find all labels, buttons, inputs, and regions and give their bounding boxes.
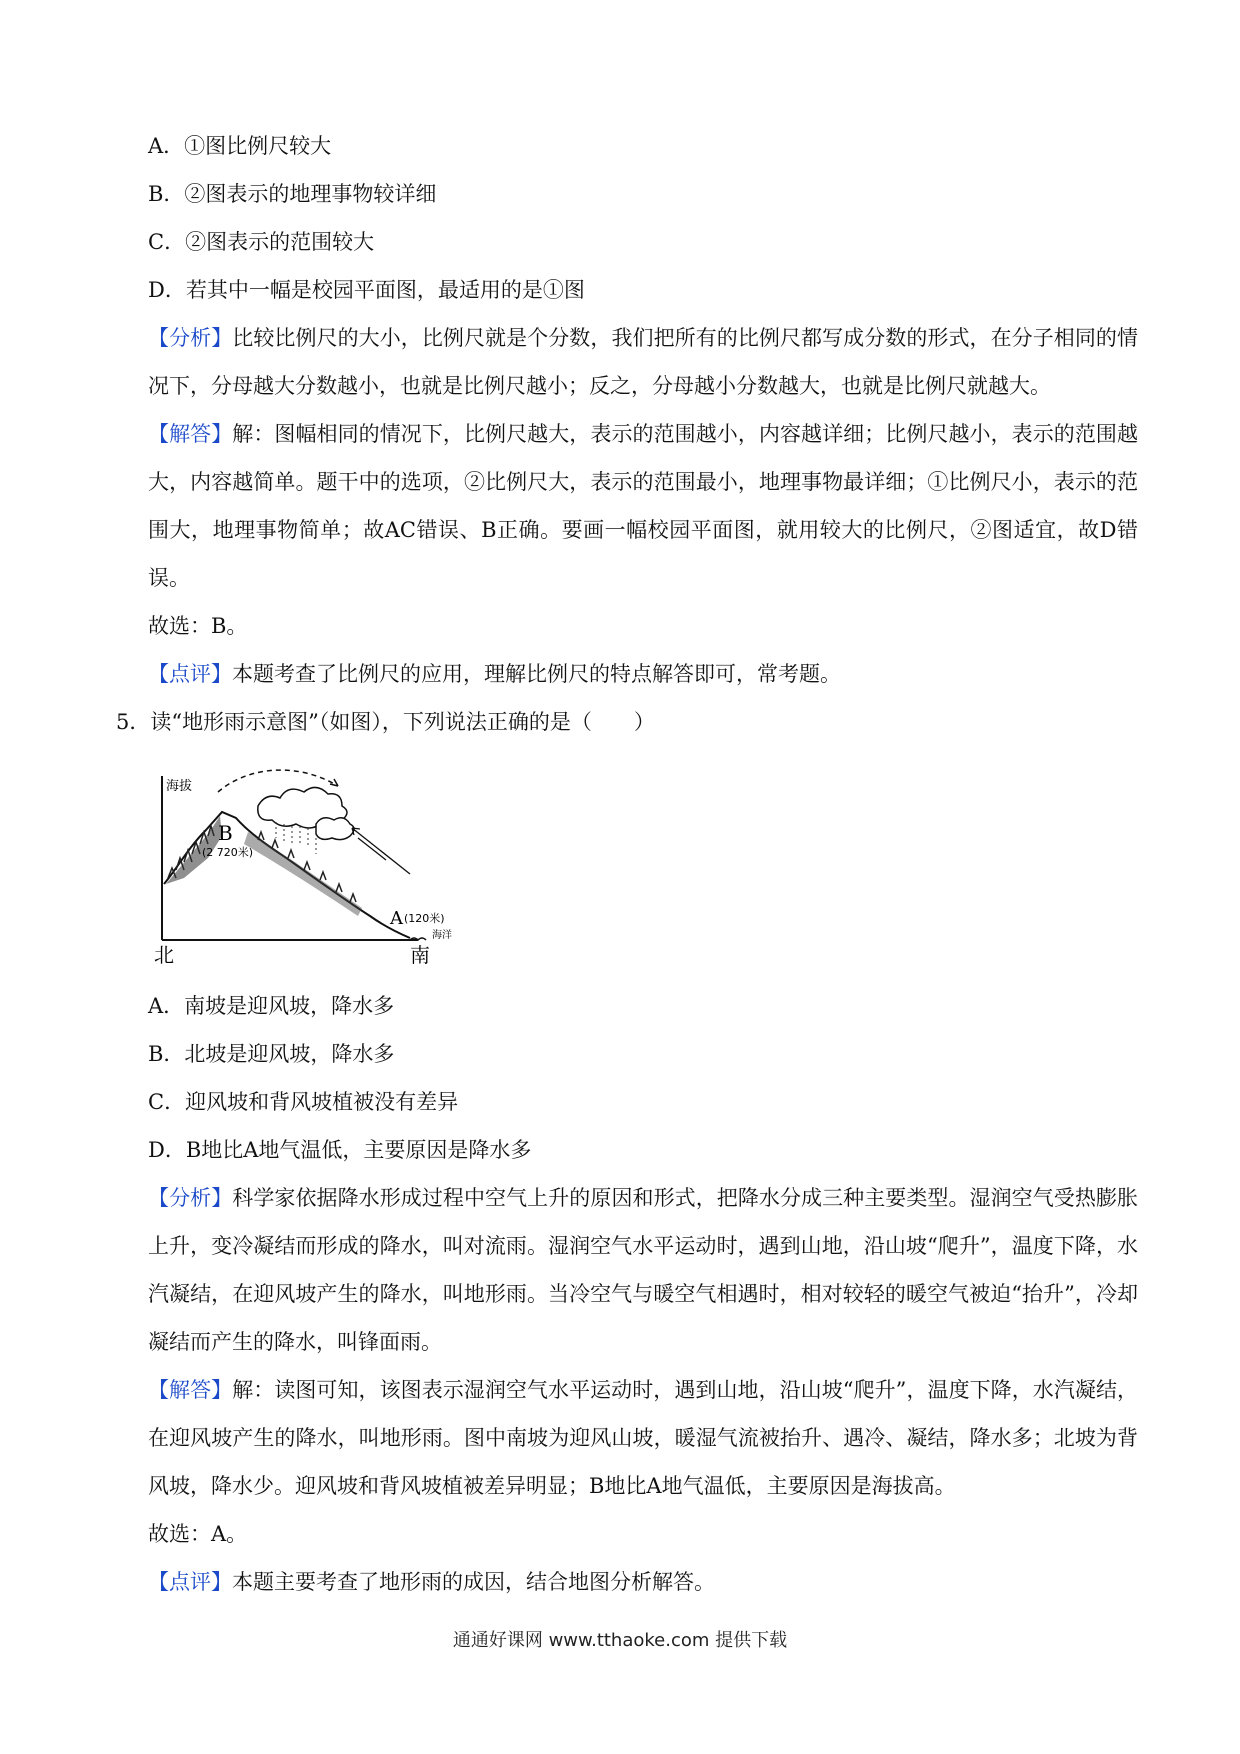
- analysis-tag: 【分析】: [148, 326, 233, 350]
- wind-arrow: [352, 828, 410, 874]
- rain-cloud-small: [316, 818, 354, 840]
- point-b-height: (2 720米): [202, 846, 254, 859]
- orographic-rain-svg: [148, 766, 478, 966]
- analysis-text: 科学家依据降水形成过程中空气上升的原因和形式，把降水分成三种主要类型。湿润空气受热膨胀上升，变冷凝结而形成的降水，叫对流雨。湿润空气水平运动时，遇到山地，沿山坡“爬升”，温度下降，水汽凝结，在迎风坡产生的降水，叫地形雨。当冷空气与暖空气相遇时，相对较轻的暖空气被迫“抬升”，冷却凝结而产生的降水，叫锋面雨。: [148, 1186, 1139, 1354]
- q5-option-c: C．迎风坡和背风坡植被没有差异: [148, 1090, 459, 1114]
- q5-answer: [148, 1366, 1138, 1510]
- ocean-label: 海洋: [432, 930, 452, 941]
- north-label: 北: [154, 943, 174, 966]
- comment-tag: 【点评】: [148, 662, 232, 686]
- analysis-tag: 【分析】: [148, 1186, 233, 1210]
- q5-option-d: D．B地比A地气温低，主要原因是降水多: [148, 1138, 532, 1162]
- q5-analysis: [148, 1174, 1138, 1366]
- answer-text: 解：读图可知，该图表示湿润空气水平运动时，遇到山地，沿山坡“爬升”，温度下降，水汽凝结，在迎风坡产生的降水，叫地形雨。图中南坡为迎风山坡，暖湿气流被抬升、遇冷、凝结，降水多；北坡为背风坡，降水少。迎风坡和背风坡植被差异明显；B地比A地气温低，主要原因是海拔高。: [148, 1378, 1139, 1498]
- comment-text: 本题主要考查了地形雨的成因，结合地图分析解答。: [232, 1570, 715, 1594]
- south-slope-forest: [244, 832, 362, 916]
- comment-text: 本题考查了比例尺的应用，理解比例尺的特点解答即可，常考题。: [232, 662, 841, 686]
- analysis-text: 比较比例尺的大小，比例尺就是个分数，我们把所有的比例尺都写成分数的形式，在分子相同的情况下，分母越大分数越小，也就是比例尺越小；反之，分母越小分数越大，也就是比例尺就越大。: [148, 326, 1139, 398]
- wind-arrow-2: [358, 838, 386, 860]
- page-content: [116, 122, 1139, 1606]
- q5-choice: 故选：A。: [148, 1522, 248, 1546]
- q5-option-a: A．南坡是迎风坡，降水多: [148, 994, 395, 1018]
- question-number: 5．: [116, 710, 151, 734]
- south-slope-trees: [258, 832, 356, 902]
- footer-credit: 通通好课网 www.tthaoke.com 提供下载: [452, 1630, 788, 1651]
- altitude-label: 海拔: [166, 779, 193, 794]
- question-5-stem: [116, 698, 1138, 746]
- prev-comment: [148, 650, 1138, 698]
- prev-choice: 故选：B。: [148, 614, 248, 638]
- prev-option-c: C．②图表示的范围较大: [148, 230, 375, 254]
- q5-option-b: B．北坡是迎风坡，降水多: [148, 1042, 395, 1066]
- answer-text: 解：图幅相同的情况下，比例尺越大，表示的范围越小，内容越详细；比例尺越小，表示的范围越大，内容越简单。题干中的选项，②比例尺大，表示的范围最小，地理事物最详细；①比例尺小，表示的范围大，地理事物简单；故AC错误、B正确。要画一幅校园平面图，就用较大的比例尺，②图适宜，故D错误。: [148, 422, 1139, 590]
- prev-analysis: [148, 314, 1138, 410]
- point-a-height: (120米): [404, 912, 445, 925]
- q5-comment: [148, 1558, 1138, 1606]
- answer-tag: 【解答】: [148, 422, 233, 446]
- mountain-outline: [164, 812, 410, 938]
- south-label: 南: [410, 943, 430, 966]
- answer-tag: 【解答】: [148, 1378, 233, 1402]
- prev-option-b: B．②图表示的地理事物较详细: [148, 182, 437, 206]
- point-b-label: B: [218, 821, 233, 845]
- orographic-rain-diagram: [148, 766, 478, 966]
- question-stem-text: 读“地形雨示意图”（如图），下列说法正确的是（ ）: [150, 710, 655, 734]
- comment-tag: 【点评】: [148, 1570, 232, 1594]
- prev-answer: [148, 410, 1138, 602]
- prev-option-a: A．①图比例尺较大: [148, 134, 332, 158]
- point-a-label: A: [390, 908, 403, 929]
- prev-option-d: D．若其中一幅是校园平面图，最适用的是①图: [148, 278, 585, 302]
